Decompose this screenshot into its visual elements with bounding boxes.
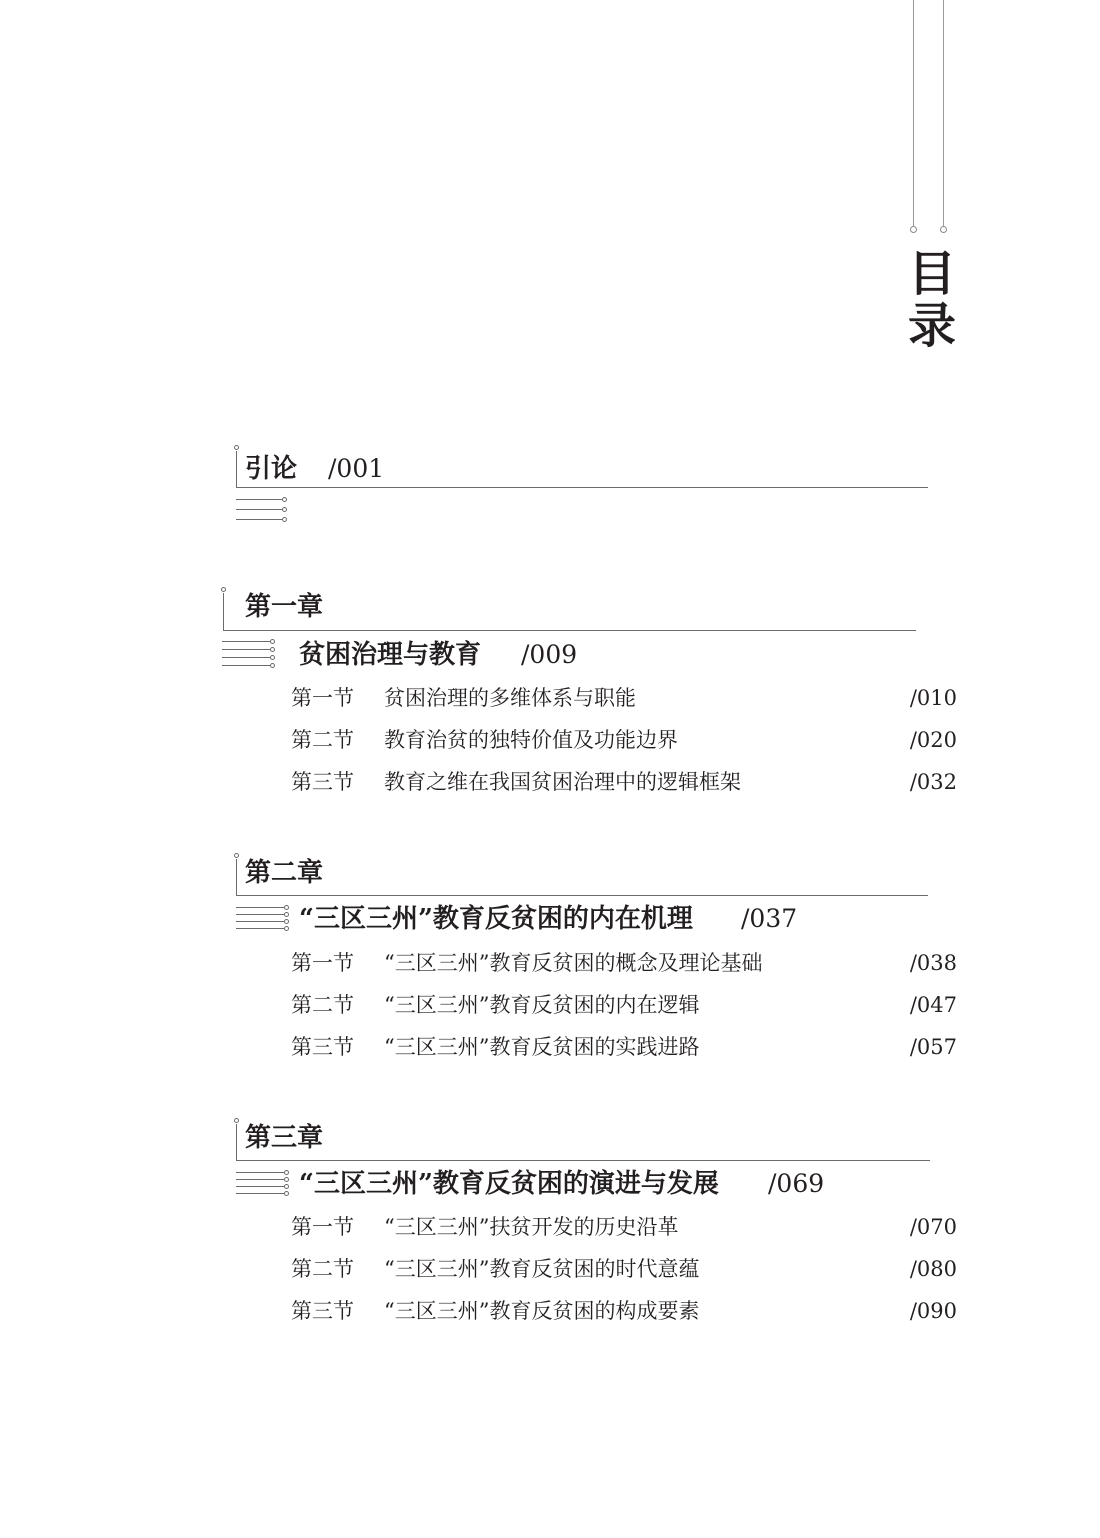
- chapter-3-label: 第三章: [245, 1123, 324, 1153]
- chapter-2-label: 第二章: [245, 858, 324, 888]
- deco-dot: [270, 647, 275, 652]
- header-vertical-tick: [236, 451, 237, 487]
- section-title: 教育治贫的独特价值及功能边界: [384, 728, 678, 752]
- section-number: 第三节: [291, 1299, 354, 1323]
- deco-dot: [270, 655, 275, 660]
- deco-line: [236, 921, 284, 922]
- header-vertical-tick: [223, 593, 224, 630]
- deco-dot: [282, 517, 287, 522]
- chapter-1-title: 贫困治理与教育: [299, 640, 482, 670]
- chapter-2-page-number: /037: [741, 904, 798, 933]
- section-page-number: /010: [909, 686, 957, 710]
- intro-page-number: /001: [328, 454, 385, 483]
- deco-dot: [270, 663, 275, 668]
- deco-line: [236, 509, 282, 510]
- header-vertical-tick: [236, 1124, 237, 1160]
- section-title: “三区三州”扶贫开发的历史沿革: [384, 1215, 679, 1239]
- header-vertical-tick: [236, 859, 237, 895]
- header-rule: [236, 1160, 930, 1161]
- section-page-number: /090: [909, 1299, 957, 1323]
- section-page-number: /057: [909, 1035, 957, 1059]
- section-title: “三区三州”教育反贫困的实践进路: [384, 1035, 700, 1059]
- deco-dot: [284, 1191, 289, 1196]
- deco-line: [236, 1179, 284, 1180]
- section-number: 第一节: [291, 951, 354, 975]
- deco-line: [236, 1172, 284, 1173]
- header-rule: [223, 630, 916, 631]
- section-page-number: /020: [909, 728, 957, 752]
- deco-dot: [284, 1177, 289, 1182]
- deco-dot: [284, 1170, 289, 1175]
- chapter-3-page-number: /069: [768, 1169, 825, 1198]
- deco-line: [222, 649, 270, 650]
- deco-line: [236, 519, 282, 520]
- deco-line: [236, 499, 282, 500]
- deco-line: [236, 907, 284, 908]
- section-title: 贫困治理的多维体系与职能: [384, 686, 636, 710]
- deco-dot: [282, 507, 287, 512]
- deco-dot: [284, 912, 289, 917]
- section-number: 第二节: [291, 728, 354, 752]
- section-title: “三区三州”教育反贫困的时代意蕴: [384, 1257, 700, 1281]
- deco-line: [222, 665, 270, 666]
- header-tick-dot: [221, 587, 226, 592]
- header-rule: [236, 895, 928, 896]
- header-rule: [236, 487, 928, 488]
- deco-line: [236, 1186, 284, 1187]
- header-tick-dot: [234, 445, 239, 450]
- section-page-number: /080: [909, 1257, 957, 1281]
- chapter-3-title: “三区三州”教育反贫困的演进与发展: [299, 1169, 719, 1199]
- deco-dot: [270, 639, 275, 644]
- section-title: 教育之维在我国贫困治理中的逻辑框架: [384, 770, 741, 794]
- deco-dot: [284, 1184, 289, 1189]
- decor-line-end-dot-left: [910, 226, 917, 233]
- deco-line: [236, 1193, 284, 1194]
- section-title: “三区三州”教育反贫困的概念及理论基础: [384, 951, 763, 975]
- decor-vertical-line-right: [943, 0, 944, 226]
- decor-vertical-line-left: [913, 0, 914, 226]
- deco-dot: [284, 919, 289, 924]
- deco-dot: [284, 926, 289, 931]
- deco-line: [236, 914, 284, 915]
- page-title: [904, 248, 960, 352]
- section-page-number: /047: [909, 993, 957, 1017]
- deco-line: [222, 641, 270, 642]
- section-number: 第三节: [291, 770, 354, 794]
- deco-line: [222, 657, 270, 658]
- chapter-1-page-number: /009: [521, 640, 578, 669]
- section-number: 第一节: [291, 1215, 354, 1239]
- intro-label: 引论: [245, 454, 298, 484]
- header-tick-dot: [234, 853, 239, 858]
- section-page-number: /070: [909, 1215, 957, 1239]
- section-number: 第二节: [291, 1257, 354, 1281]
- deco-line: [236, 928, 284, 929]
- deco-dot: [284, 905, 289, 910]
- section-number: 第三节: [291, 1035, 354, 1059]
- page-title-char-1: 目: [907, 246, 956, 302]
- section-title: “三区三州”教育反贫困的构成要素: [384, 1299, 700, 1323]
- chapter-1-label: 第一章: [245, 592, 324, 622]
- section-number: 第一节: [291, 686, 354, 710]
- page-title-char-2: 录: [907, 298, 956, 354]
- deco-dot: [282, 497, 287, 502]
- section-page-number: /038: [909, 951, 957, 975]
- section-number: 第二节: [291, 993, 354, 1017]
- header-tick-dot: [234, 1118, 239, 1123]
- chapter-2-title: “三区三州”教育反贫困的内在机理: [299, 904, 693, 934]
- decor-line-end-dot-right: [940, 226, 947, 233]
- section-page-number: /032: [909, 770, 957, 794]
- section-title: “三区三州”教育反贫困的内在逻辑: [384, 993, 700, 1017]
